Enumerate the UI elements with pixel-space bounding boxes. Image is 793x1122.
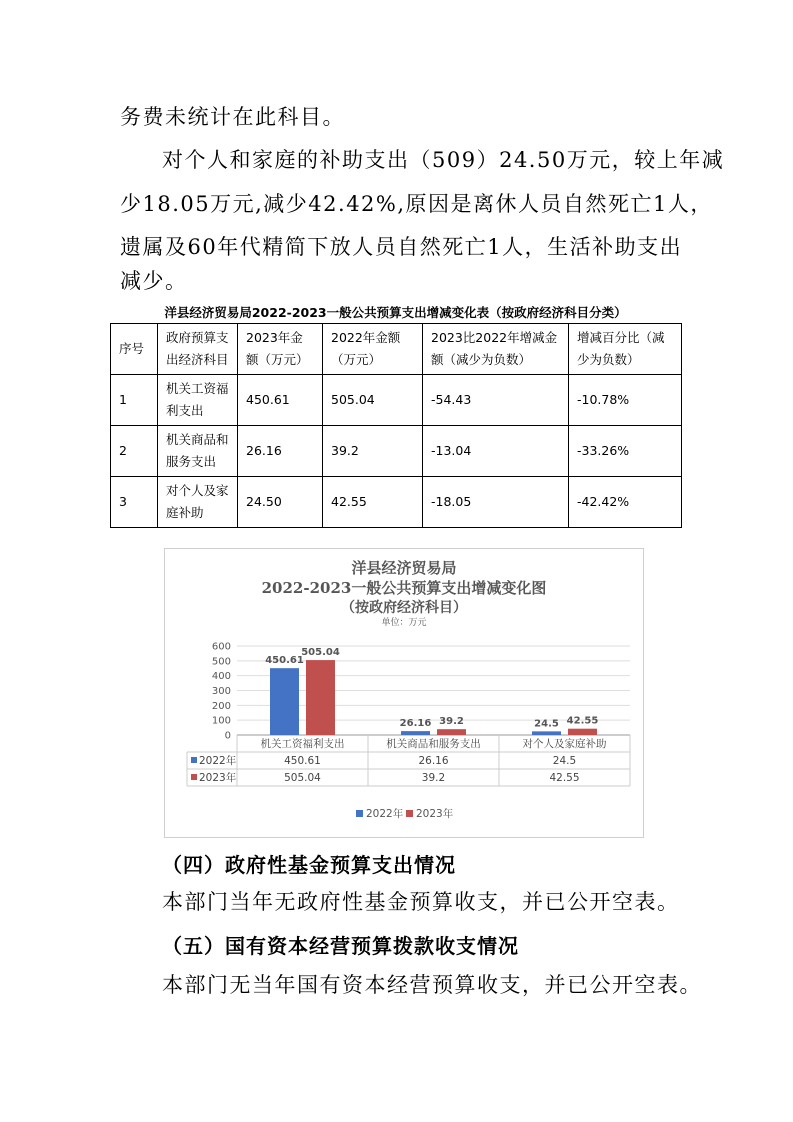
table-cell: 505.04 xyxy=(323,375,423,426)
header-cell: 2023比2022年增减金额（减少为负数） xyxy=(423,324,569,375)
table-cell: 450.61 xyxy=(238,375,323,426)
y-tick-label: 300 xyxy=(211,686,231,697)
header-cell: 2022年金额（万元） xyxy=(323,324,423,375)
table-cell: -42.42% xyxy=(569,477,682,528)
legend-swatch xyxy=(356,810,363,817)
table-row xyxy=(111,375,682,426)
paragraph-line-4: 遗属及60年代精简下放人员自然死亡1人，生活补助支出 xyxy=(120,235,683,259)
bar xyxy=(306,660,335,735)
table-cell: -18.05 xyxy=(423,477,569,528)
table-row xyxy=(111,477,682,528)
y-tick-label: 500 xyxy=(211,656,231,668)
bar xyxy=(437,729,466,735)
table-cell: -10.78% xyxy=(569,375,682,426)
header-cell: 序号 xyxy=(111,324,158,375)
paragraph-line-1: 务费未统计在此科目。 xyxy=(120,105,345,129)
paragraph-line-2: 对个人和家庭的补助支出（509）24.50万元，较上年减 xyxy=(162,148,725,172)
section-4-text: 本部门当年无政府性基金预算收支，并已公开空表。 xyxy=(162,890,680,914)
table-cell: 24.50 xyxy=(238,477,323,528)
y-tick-label: 0 xyxy=(224,730,231,742)
bar xyxy=(532,731,561,735)
x-category-label: 对个人及家庭补助 xyxy=(522,738,607,750)
paragraph-line-5: 减少。 xyxy=(120,269,188,293)
bar xyxy=(270,668,299,735)
table-cell: -54.43 xyxy=(423,375,569,426)
bar-data-label: 24.5 xyxy=(534,718,559,730)
section-5-heading: （五）国有资本经营预算拨款收支情况 xyxy=(162,934,519,958)
legend-key xyxy=(191,774,197,780)
table-cell: -13.04 xyxy=(423,426,569,477)
table-cell: 3 xyxy=(111,477,158,528)
header-cell: 政府预算支出经济科目 xyxy=(158,324,238,375)
y-tick-label: 100 xyxy=(211,715,231,727)
expenditure-chart xyxy=(164,548,644,838)
table-caption: 洋县经济贸易局2022-2023一般公共预算支出增减变化表（按政府经济科目分类） xyxy=(164,305,627,320)
legend-label: 2022年 xyxy=(366,808,404,820)
y-tick-label: 200 xyxy=(211,700,231,712)
legend-swatch xyxy=(406,810,413,817)
table-cell: 26.16 xyxy=(238,426,323,477)
y-tick-label: 600 xyxy=(211,641,231,653)
table-value: 24.5 xyxy=(552,755,577,767)
table-value: 505.04 xyxy=(284,772,321,784)
legend-key xyxy=(191,757,197,763)
table-value: 26.16 xyxy=(418,755,449,767)
table-value: 42.55 xyxy=(549,772,580,784)
bar xyxy=(568,729,597,735)
bar-data-label: 26.16 xyxy=(399,718,432,730)
bar xyxy=(401,731,430,735)
header-cell: 增减百分比（减少为负数） xyxy=(569,324,682,375)
bar-data-label: 450.61 xyxy=(265,655,304,667)
table-cell: 对个人及家庭补助 xyxy=(158,477,238,528)
chart-title-2: 2022-2023一般公共预算支出增减变化图 xyxy=(261,579,547,597)
series-name: 2022年 xyxy=(199,755,237,767)
table-cell: -33.26% xyxy=(569,426,682,477)
table-header-row xyxy=(111,324,682,375)
table-value: 450.61 xyxy=(284,755,321,767)
table-cell: 机关工资福利支出 xyxy=(158,375,238,426)
section-5-text: 本部门无当年国有资本经营预算收支，并已公开空表。 xyxy=(162,973,702,997)
x-category-label: 机关工资福利支出 xyxy=(260,738,345,750)
chart-unit-label: 单位：万元 xyxy=(381,618,427,628)
chart-title: 洋县经济贸易局 xyxy=(351,559,457,577)
bar-data-label: 505.04 xyxy=(301,647,340,659)
table-cell: 42.55 xyxy=(323,477,423,528)
paragraph-line-3: 少18.05万元,减少42.42%,原因是离休人员自然死亡1人， xyxy=(120,192,713,216)
table-cell: 1 xyxy=(111,375,158,426)
table-value: 39.2 xyxy=(421,772,446,784)
table-cell: 39.2 xyxy=(323,426,423,477)
legend-label: 2023年 xyxy=(416,808,454,820)
series-name: 2023年 xyxy=(199,772,237,784)
y-tick-label: 400 xyxy=(211,671,231,683)
table-cell: 2 xyxy=(111,426,158,477)
table-row xyxy=(111,426,682,477)
table-cell: 机关商品和服务支出 xyxy=(158,426,238,477)
x-category-label: 机关商品和服务支出 xyxy=(386,738,481,750)
chart-svg xyxy=(165,549,643,837)
chart-subtitle: （按政府经济科目） xyxy=(341,600,467,616)
section-4-heading: （四）政府性基金预算支出情况 xyxy=(162,853,456,877)
header-cell: 2023年金额（万元） xyxy=(238,324,323,375)
bar-data-label: 39.2 xyxy=(439,716,464,728)
budget-table xyxy=(110,323,682,528)
bar-data-label: 42.55 xyxy=(566,715,599,727)
